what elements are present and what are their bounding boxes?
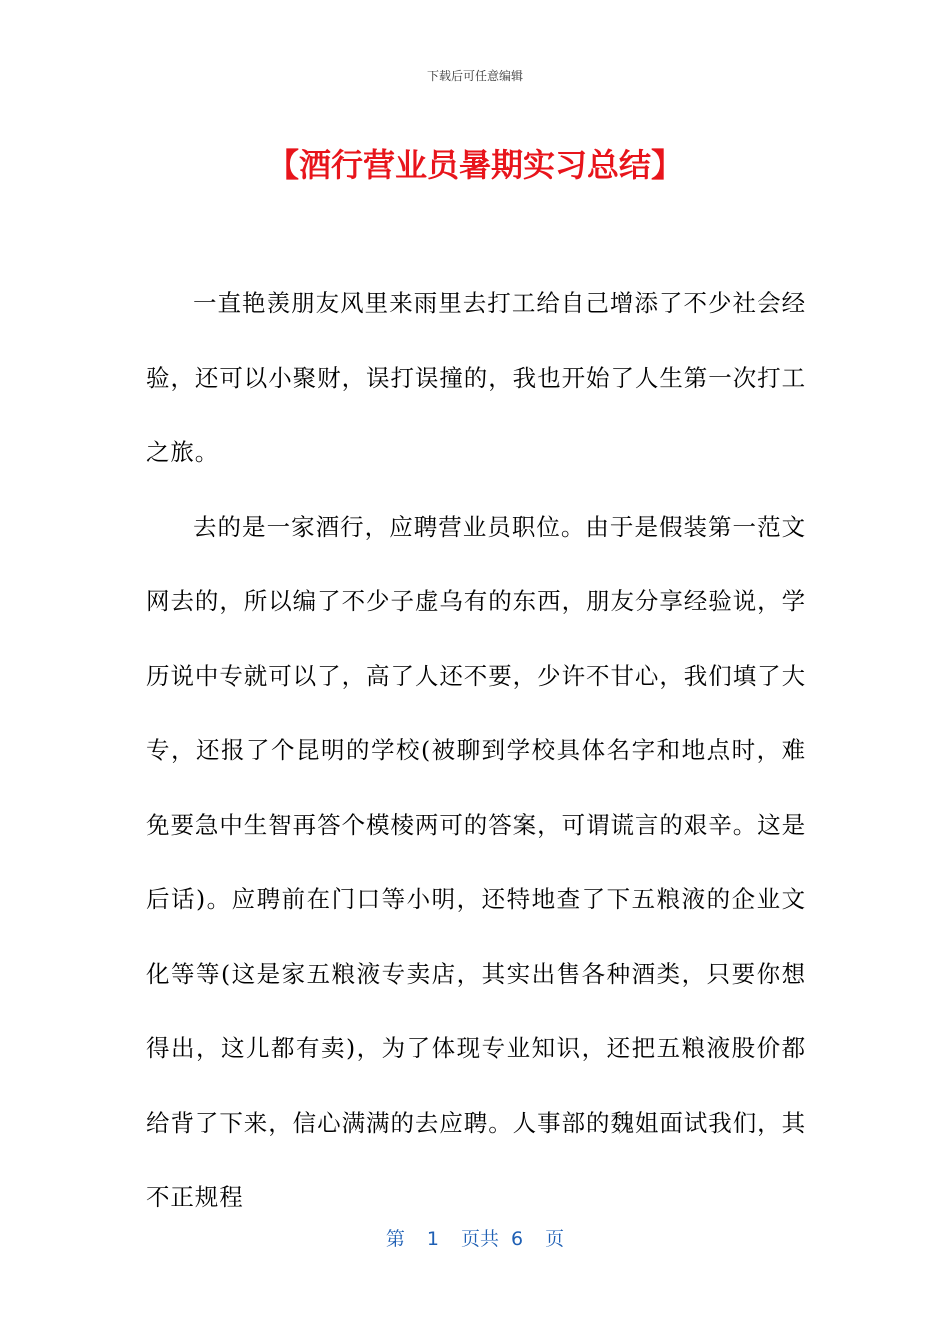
- page-middle-text: 页共: [460, 1228, 499, 1250]
- paragraph-2: 去的是一家酒行，应聘营业员职位。由于是假装第一范文网去的，所以编了不少子虚乌有的东西，朋友分享经验说，学历说中专就可以了，高了人还不要，少许不甘心，我们填了大专，还报了个昆明的学校(被聊到学校具体名字和地点时，难免要急中生智再答个模棱两可的答案，可谓谎言的艰辛。这是后话)。应聘前在门口等小明，还特地查了下五粮液的企业文化等等(这是家五粮液专卖店，其实出售各种酒类，只要你想得出，这儿都有卖)，为了体现专业知识，还把五粮液股价都给背了下来，信心满满的去应聘。人事部的魏姐面试我们，其不正规程: [146, 512, 806, 1211]
- current-page-number: 1: [426, 1228, 439, 1250]
- page-prefix: 第: [385, 1228, 405, 1250]
- header-note: 下载后可任意编辑: [426, 69, 523, 83]
- paragraph-1: 一直艳羡朋友风里来雨里去打工给自己增添了不少社会经验，还可以小聚财，误打误撞的，我也开始了人生第一次打工之旅。: [146, 289, 806, 466]
- page-suffix: 页: [545, 1228, 565, 1250]
- document-body: [146, 266, 806, 1235]
- page-footer: [0, 1226, 950, 1252]
- document-title: 【酒行营业员暑期实习总结】: [266, 146, 683, 184]
- total-pages-number: 6: [511, 1228, 524, 1250]
